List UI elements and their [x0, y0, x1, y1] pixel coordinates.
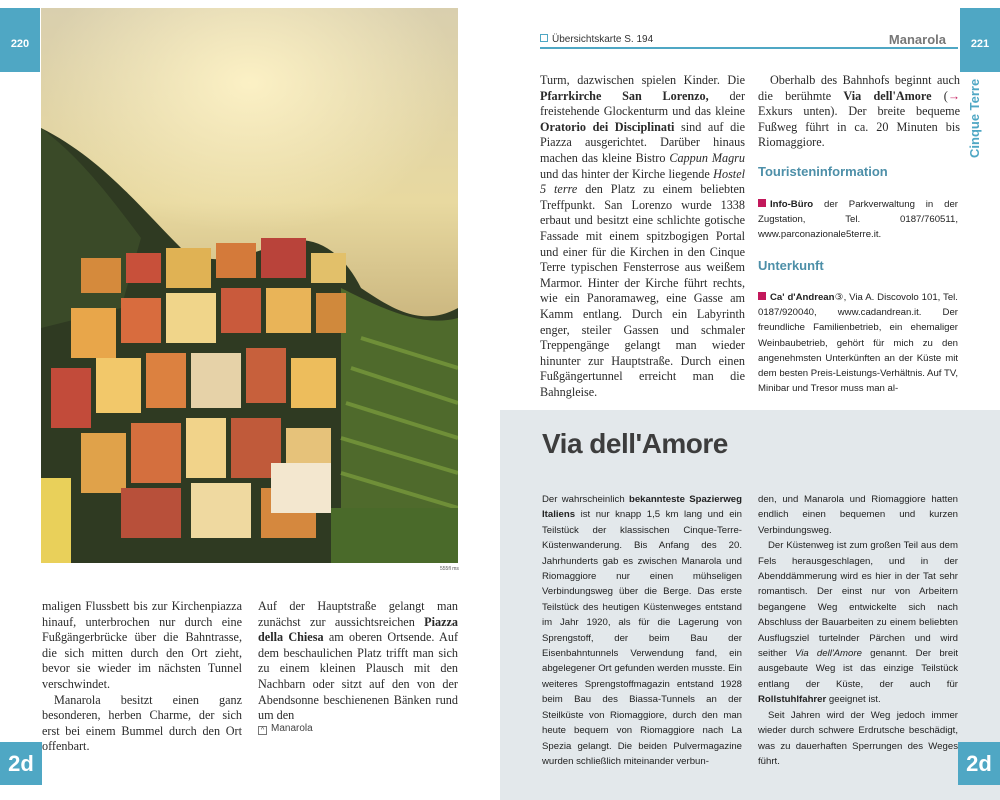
photo-credit: 555fl ms — [440, 566, 459, 572]
exkurs-box — [500, 410, 1000, 800]
page-number-left: 220 — [0, 8, 40, 72]
paragraph: Auf der Hauptstraße gelangt man zunächst zur aussichtsreichen Piazza della Chiesa am oberen Ortsende. Auf dem beschaulichen Platz trifft man sich zu einem kleinen Plausch mit den Nachbarn oder sitzt auf den von der Abendsonne beschienenen Bänken rund um den — [258, 599, 459, 723]
paragraph: Der wahrscheinlich bekannteste Spazierweg Italiens ist nur knapp 1,5 km lang und ein Teilstück der klassischen Cinque-Terre-Küstenwanderung. Bis Anfang des 20. Jahrhunderts gab es zwischen Manarola und Riomaggiore nur einen mühseligen Verbindungsweg über die Berge. Das erste Teilstück des heutigen Küstenweges entstand im Jahr 1920, als für die Lagerung von Sprengstoff, der beim Bau der Eisenbahntunnels Verwendung fand, ein abgelegener Ort gefunden werden musste. Ein weiteres Sprengstoffmagazin entstand 1928 beim Bau des Biassa-Tunnels an der Steilküste von Riomaggiore, durch den man heute bequem von Riomaggiore nach La Spezia gelangt. Die beiden Pulvermagazine wurden schließlich miteinander verbun- — [542, 494, 743, 767]
right-column-1 — [540, 73, 745, 400]
region-side-label: Cinque Terre — [967, 78, 982, 158]
arrow-icon: → — [947, 88, 960, 103]
exkurs-column-1 — [542, 492, 742, 769]
info-entry: Info-Büro der Parkverwaltung in der Zugstation, Tel. 0187/760511, www.parconazionale5terre.it. — [758, 199, 958, 241]
paragraph: Der Küstenweg ist zum großen Teil aus dem Fels herausgeschlagen, und in der Abenddämmerung wird es hier in der Tat sehr romantisch. Der einst nur von Arbeitern begangene Weg entwickelte sich nach Abschluss der Bauarbeiten zu einem beliebten Ausflugsziel turtelnder Pärchen und wird seither Via dell'Amore genannt. Der breit ausgebaute Weg ist das einzige Teilstück entlang der Küste, der auch für Rollstuhlfahrer geeignet ist. — [758, 540, 958, 706]
bullet-icon — [758, 292, 766, 300]
paragraph: den, und Manarola und Riomaggiore hatten endlich einen bequemen und kurzen Verbindungsweg. — [758, 494, 958, 536]
paragraph: Oberhalb des Bahnhofs beginnt auch die berühmte Via dell'Amore (→ Exkurs unten). Der breite bequeme Fußweg führt in ca. 20 Minuten bis Riomaggiore. — [758, 73, 960, 150]
map-square-icon — [540, 34, 548, 42]
section-tab-right: 2d — [958, 742, 1000, 785]
cross-reference[interactable]: ^ Manarola — [258, 723, 313, 735]
paragraph: Turm, dazwischen spielen Kinder. Die Pfarrkirche San Lorenzo, der freistehende Glockenturm und das kleine Oratorio dei Disciplinati sind auf die Piazza ausgerichtet. Darüber hinaus machen das kleine Bistro Cappun Magru und das hinter der Kirche liegende Hostel 5 terre den Platz zu einem beliebten Treffpunkt. San Lorenzo wurde 1338 erbaut und besitzt eine schlichte gotische Fassade mit einem spitzbogigen Portal und einer für die Kirchen in den Cinque Terre typischen Fensterrose aus weißem Marmor. Hinter der Kirche führt rechts, wie ein Panoramaweg, eine Gasse am Kamm entlang. Durch ein Labyrinth enger, steiler Gassen und schmaler Treppengänge gelangt man wieder hinunter zur Hauptstraße. Durch einen Fußgängertunnel erreicht man die Bahngleise. — [540, 73, 746, 399]
left-column-2 — [258, 599, 458, 724]
page-number-right: 221 — [960, 8, 1000, 72]
map-reference[interactable]: Übersichtskarte S. 194 — [540, 34, 653, 45]
bullet-icon — [758, 199, 766, 207]
paragraph: Manarola besitzt einen ganz besonderen, herben Charme, der sich erst bei einem Bummel durch den Ort offenbart. — [42, 692, 242, 754]
accommodation-entry: Ca' d'Andrean③, Via A. Discovolo 101, Tel. 0187/920040, www.cadandrean.it. Der freundliche Familienbetrieb, ein ehemaliger Weinbaubetrieb, gehört für mich zu den angenehmsten Unterkünften an der Küste mit dem besten Preis-Leistungs-Verhältnis. Auf TV, Minibar und Tresor muss man al- — [758, 292, 958, 395]
running-header — [540, 33, 958, 49]
chevron-up-icon: ^ — [258, 726, 267, 735]
paragraph: Seit Jahren wird der Weg jedoch immer wieder durch schwere Erdrutsche beschädigt, was zu dauerhaften Sperrungen des Weges führt. — [758, 709, 958, 767]
section-tab-left: 2d — [0, 742, 42, 785]
heading-tourist-info: Touristeninformation — [758, 164, 888, 179]
exkurs-column-2 — [758, 492, 958, 769]
photo-illustration — [41, 8, 458, 563]
right-column-2 — [758, 73, 960, 151]
heading-accommodation: Unterkunft — [758, 258, 824, 273]
paragraph: maligen Flussbett bis zur Kirchenpiazza hinauf, unterbrochen nur durch eine Fußgängerbrücke über die Bahntrasse, die sich mitten durch den Ort zieht, bevor sie wieder im nächsten Tunnel verschwindet. — [42, 599, 242, 691]
header-place: Manarola — [888, 32, 946, 47]
exkurs-title: Via dell'Amore — [542, 428, 728, 459]
left-column-1 — [42, 599, 242, 755]
manarola-photo — [41, 8, 458, 563]
